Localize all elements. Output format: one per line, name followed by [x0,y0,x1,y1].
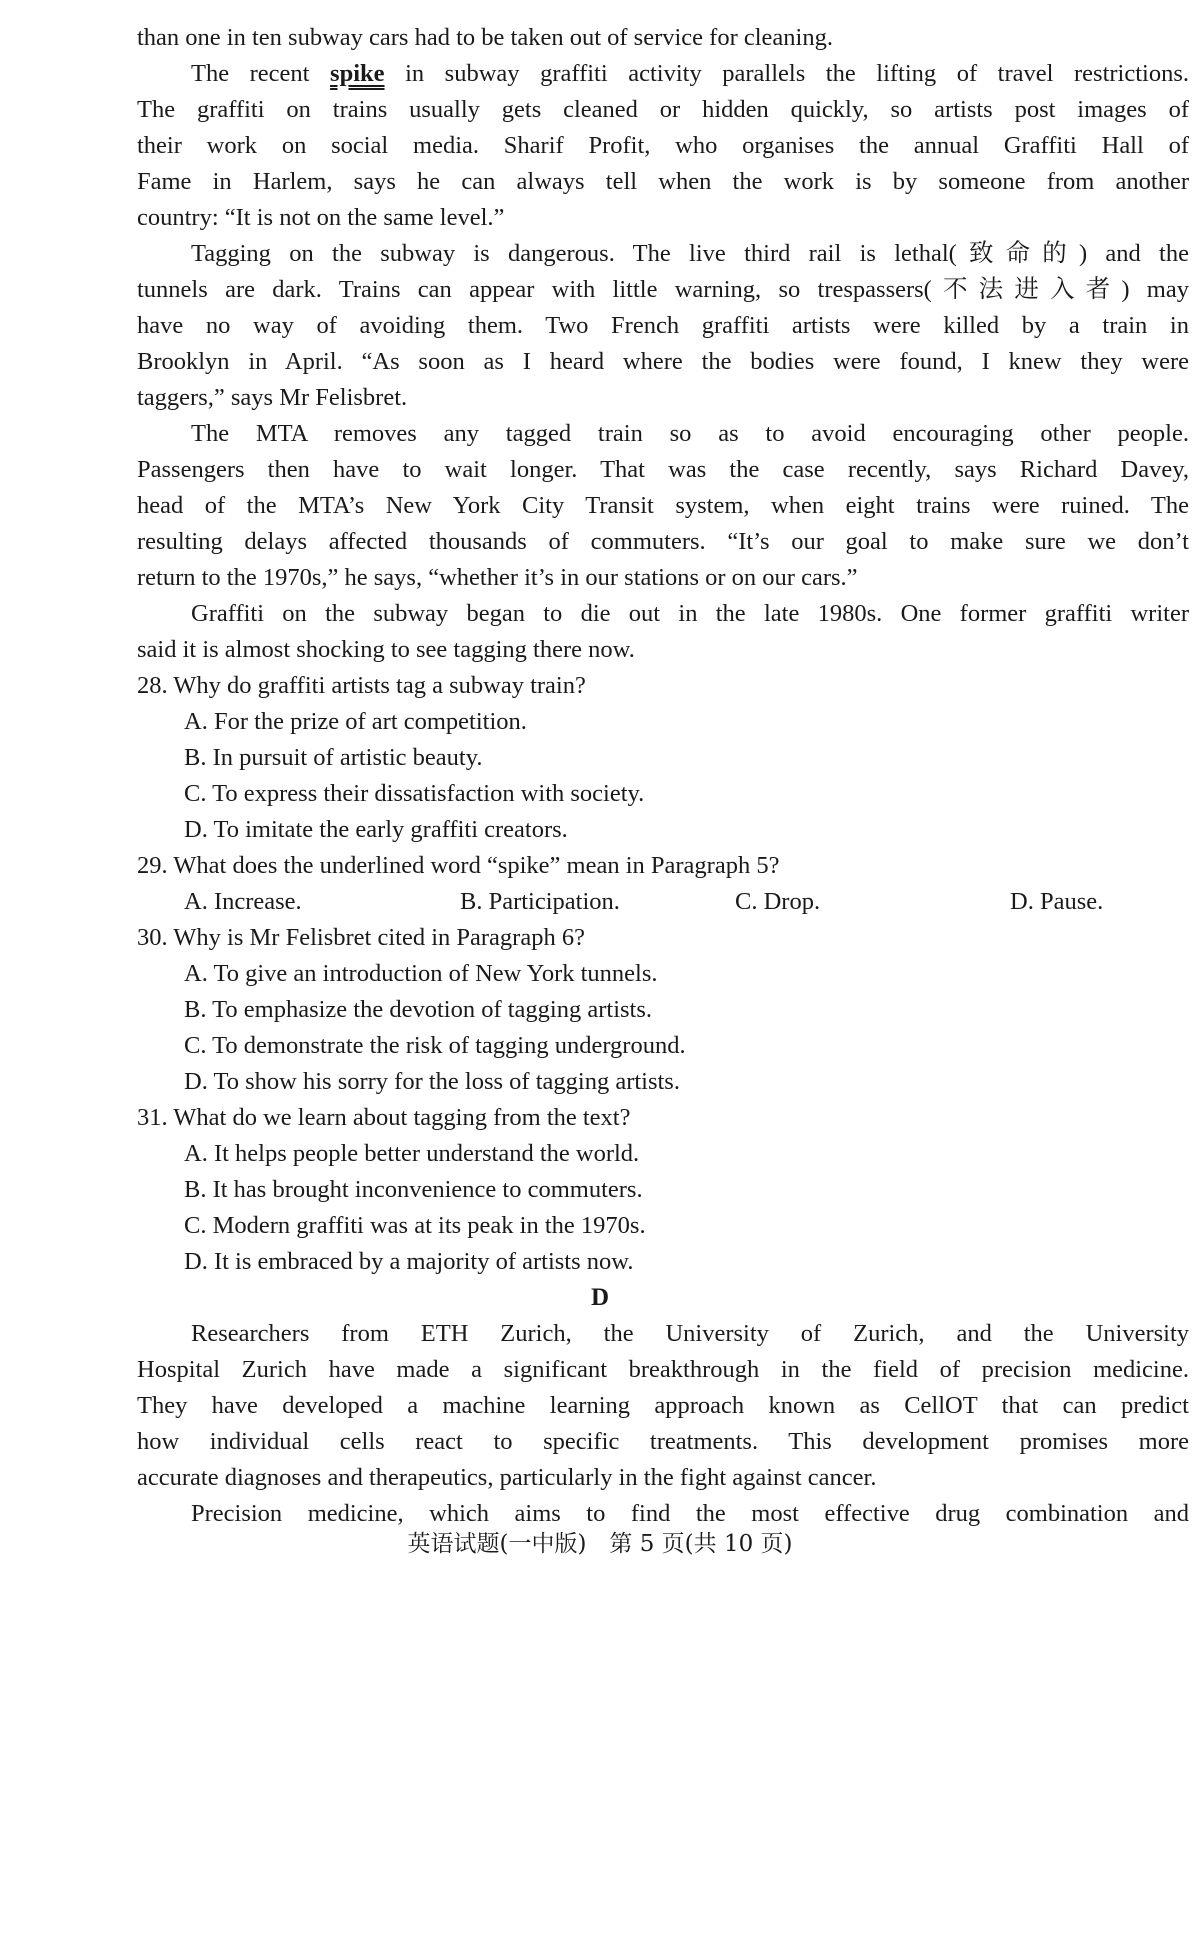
question-30-option-a: A. To give an introduction of New York tunnels. [184,960,658,987]
paragraph-7-line: resulting delays affected thousands of commuters. “It’s our goal to make sure we don’t [137,528,1189,555]
paragraph-5-line: their work on social media. Sharif Profit, who organises the annual Graffiti Hall of [137,132,1189,159]
page-footer: 英语试题(一中版) 第 5 页(共 10 页) [407,1531,793,1557]
underlined-word-spike: spike [330,60,385,87]
question-30-stem: 30. Why is Mr Felisbret cited in Paragraph 6? [137,924,585,951]
question-31-option-a: A. It helps people better understand the world. [184,1140,640,1167]
question-31-option-d: D. It is embraced by a majority of artists now. [184,1248,634,1275]
paragraph-5-line: The recent spike in subway graffiti activity parallels the lifting of travel restrictions. [191,60,1189,87]
paragraph-7-line: head of the MTA’s New York City Transit system, when eight trains were ruined. The [137,492,1189,519]
paragraph-8-line: Graffiti on the subway began to die out in the late 1980s. One former graffiti writer [191,600,1189,627]
question-30-option-c: C. To demonstrate the risk of tagging underground. [184,1032,686,1059]
paragraph-8-line: said it is almost shocking to see tagging there now. [137,636,635,663]
question-28-option-d: D. To imitate the early graffiti creators. [184,816,568,843]
question-31-option-b: B. It has brought inconvenience to commuters. [184,1176,643,1203]
paragraph-6-line: Tagging on the subway is dangerous. The live third rail is lethal(致命的) and the [191,240,1189,267]
paragraph-5-line: The graffiti on trains usually gets cleaned or hidden quickly, so artists post images of [137,96,1189,123]
question-29-stem: 29. What does the underlined word “spike” mean in Paragraph 5? [137,852,780,879]
passage-d-paragraph-1-line: accurate diagnoses and therapeutics, particularly in the fight against cancer. [137,1464,877,1491]
paragraph-6-line: Brooklyn in April. “As soon as I heard where the bodies were found, I knew they were [137,348,1189,375]
passage-d-paragraph-1-line: Hospital Zurich have made a significant breakthrough in the field of precision medicine. [137,1356,1189,1383]
passage-d-paragraph-1-line: They have developed a machine learning approach known as CellOT that can predict [137,1392,1189,1419]
question-31-option-c: C. Modern graffiti was at its peak in the 1970s. [184,1212,646,1239]
passage-line: than one in ten subway cars had to be taken out of service for cleaning. [137,24,833,51]
question-30-option-d: D. To show his sorry for the loss of tagging artists. [184,1068,680,1095]
passage-d-paragraph-1-line: how individual cells react to specific treatments. This development promises more [137,1428,1189,1455]
section-heading-d: D [590,1284,610,1311]
paragraph-7-line: return to the 1970s,” he says, “whether it’s in our stations or on our cars.” [137,564,858,591]
paragraph-5-line: country: “It is not on the same level.” [137,204,505,231]
question-29-option-c: C. Drop. [735,888,821,915]
paragraph-6-line: taggers,” says Mr Felisbret. [137,384,408,411]
paragraph-7-line: The MTA removes any tagged train so as to avoid encouraging other people. [191,420,1189,447]
paragraph-6-line: tunnels are dark. Trains can appear with little warning, so trespassers(不法进入者) may [137,276,1189,303]
question-31-stem: 31. What do we learn about tagging from the text? [137,1104,631,1131]
paragraph-6-line: have no way of avoiding them. Two French graffiti artists were killed by a train in [137,312,1189,339]
passage-d-paragraph-2-line: Precision medicine, which aims to find the most effective drug combination and [191,1500,1189,1527]
question-29-option-a: A. Increase. [184,888,302,915]
question-30-option-b: B. To emphasize the devotion of tagging artists. [184,996,653,1023]
question-28-option-b: B. In pursuit of artistic beauty. [184,744,483,771]
question-28-stem: 28. Why do graffiti artists tag a subway train? [137,672,586,699]
passage-d-paragraph-1-line: Researchers from ETH Zurich, the University of Zurich, and the University [191,1320,1189,1347]
question-28-option-c: C. To express their dissatisfaction with society. [184,780,645,807]
question-29-option-d: D. Pause. [1010,888,1104,915]
paragraph-7-line: Passengers then have to wait longer. That was the case recently, says Richard Davey, [137,456,1189,483]
question-29-option-b: B. Participation. [460,888,620,915]
question-28-option-a: A. For the prize of art competition. [184,708,527,735]
paragraph-5-line: Fame in Harlem, says he can always tell when the work is by someone from another [137,168,1189,195]
